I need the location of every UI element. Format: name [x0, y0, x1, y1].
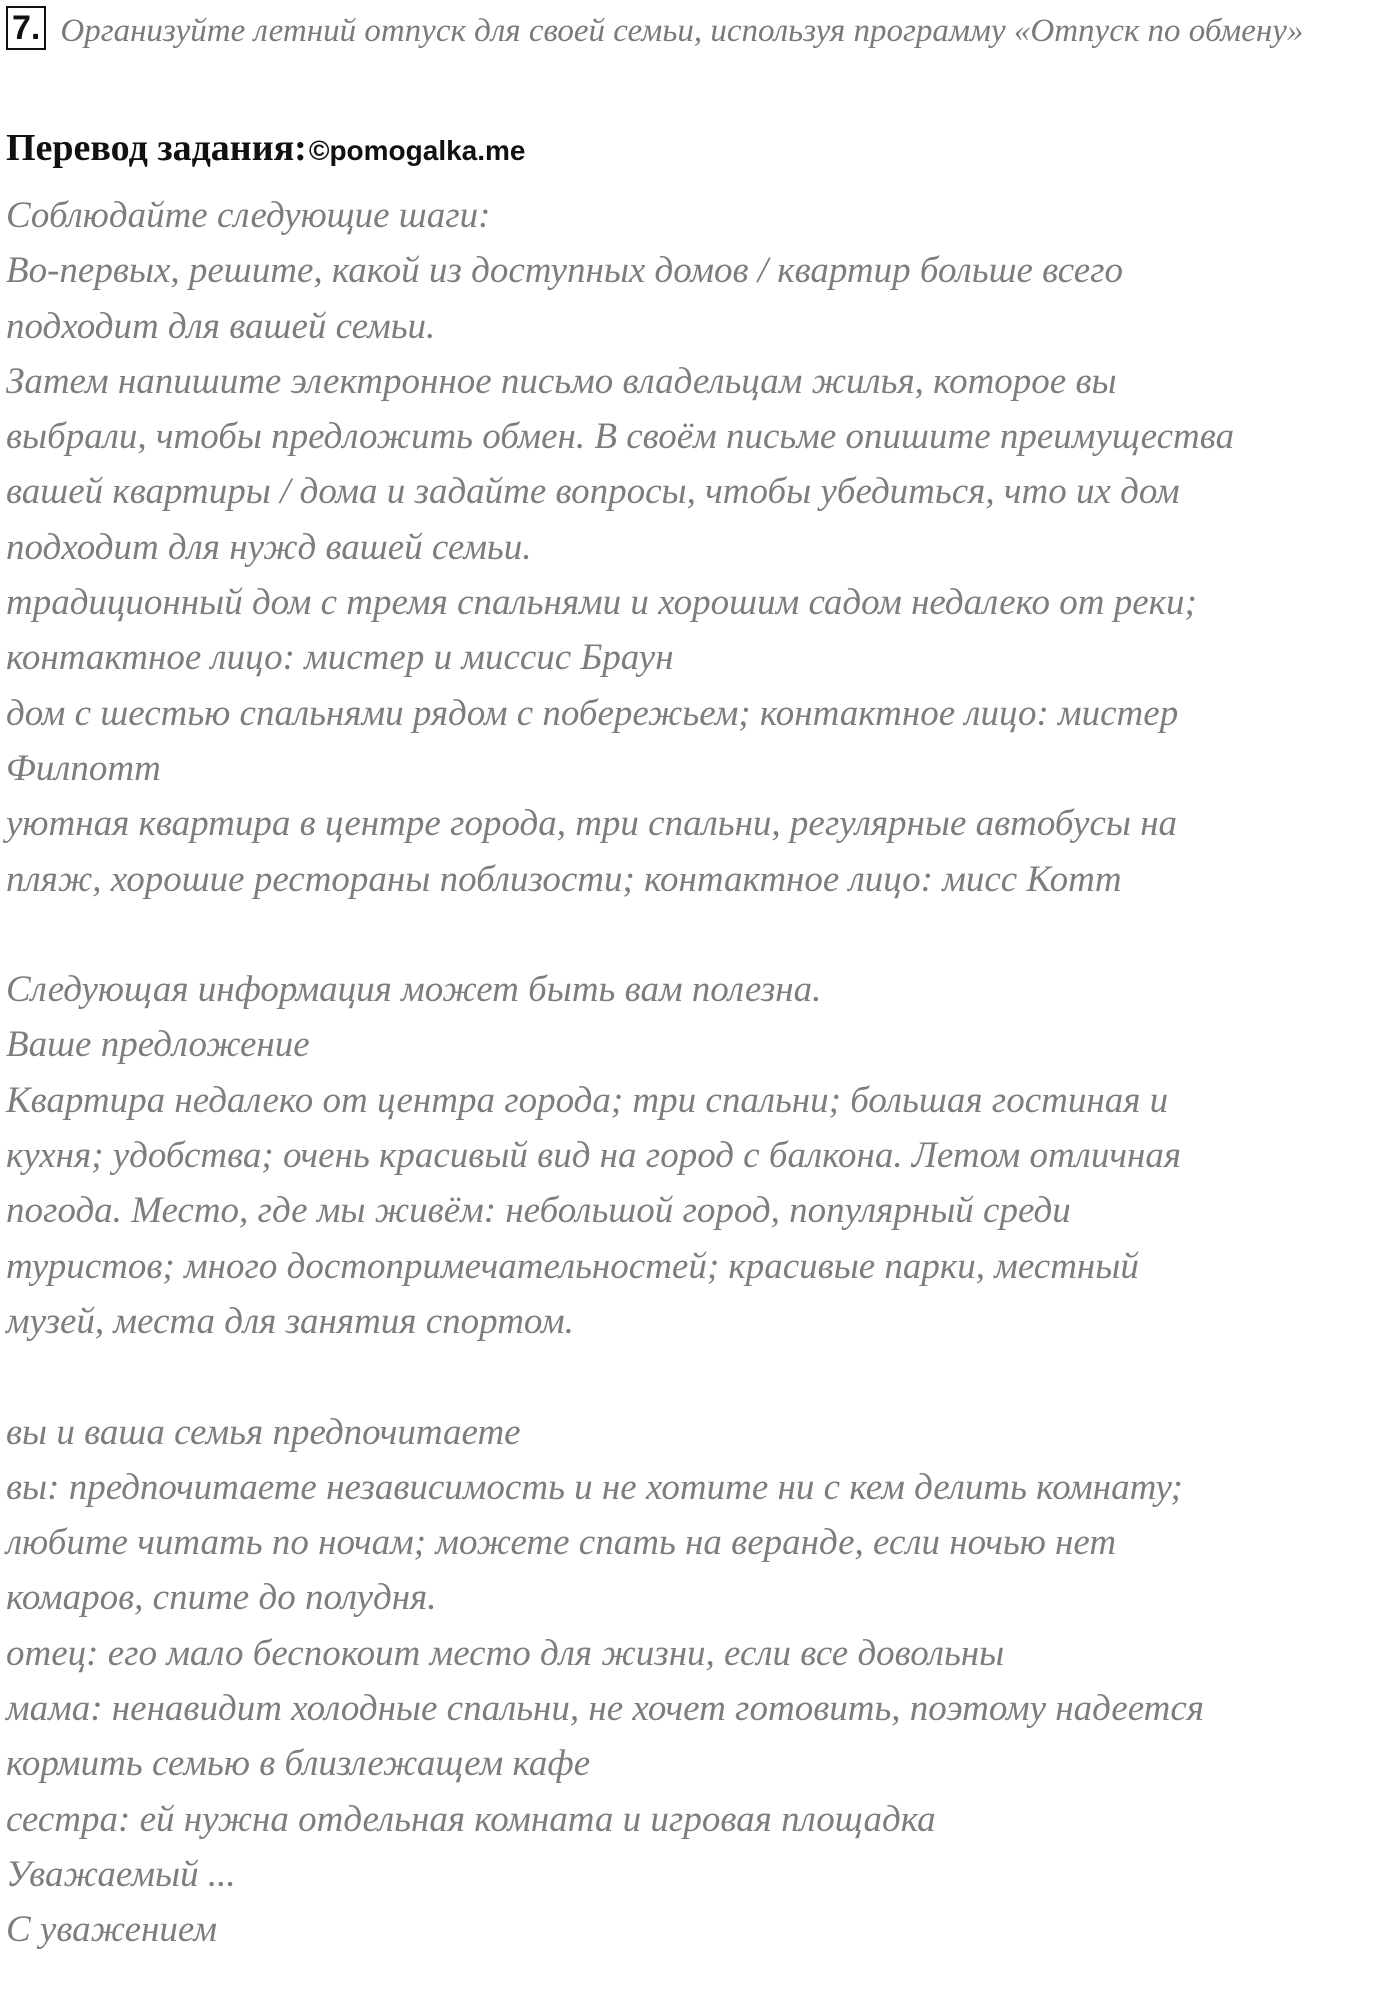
text-line: Уважаемый ... [6, 1853, 236, 1895]
text-line: мама: ненавидит холодные спальни, не хочет готовить, поэтому надеется [6, 1688, 1204, 1730]
text-line: пляж, хорошие рестораны поблизости; контактное лицо: мисс Котт [6, 858, 1122, 900]
text-line: С уважением [6, 1909, 217, 1951]
text-line: вы: предпочитаете независимость и не хотите ни с кем делить комнату; [6, 1466, 1183, 1508]
text-line: комаров, спите до полудня. [6, 1577, 437, 1619]
text-line: уютная квартира в центре города, три спальни, регулярные автобусы на [6, 803, 1178, 845]
text-line: отец: его мало беспокоит место для жизни, если все довольны [6, 1632, 1005, 1674]
text-line: туристов; много достопримечательностей; красивые парки, местный [6, 1245, 1139, 1287]
text-line: выбрали, чтобы предложить обмен. В своём письме опишите преимущества [6, 416, 1235, 458]
text-line: Квартира недалеко от центра города; три спальни; большая гостиная и [6, 1079, 1169, 1121]
text-line: контактное лицо: мистер и миссис Браун [6, 637, 674, 679]
text-line: подходит для нужд вашей семьи. [6, 526, 532, 568]
text-line: вы и ваша семья предпочитаете [6, 1411, 521, 1453]
text-line: кухня; удобства; очень красивый вид на город с балкона. Летом отличная [6, 1135, 1182, 1177]
text-line: погода. Место, где мы живём: небольшой город, популярный среди [6, 1190, 1071, 1232]
task-header [6, 6, 1396, 56]
text-line: дом с шестью спальнями рядом с побережьем; контактное лицо: мистер [6, 692, 1179, 734]
text-line: Во-первых, решите, какой из доступных домов / квартир больше всего [6, 250, 1124, 292]
text-line: вашей квартиры / дома и задайте вопросы, чтобы убедиться, что их дом [6, 471, 1180, 513]
text-line: Затем напишите электронное письмо владельцам жилья, которое вы [6, 360, 1117, 402]
blank-line [6, 907, 1400, 962]
translation-heading [6, 126, 526, 176]
site-watermark: ©pomogalka.me [308, 135, 526, 166]
text-line: сестра: ей нужна отдельная комната и игровая площадка [6, 1798, 936, 1840]
text-line: Филпотт [6, 747, 161, 789]
translation-body [6, 188, 1400, 1958]
text-line: Следующая информация может быть вам полезна. [6, 969, 822, 1011]
text-line: Ваше предложение [6, 1024, 310, 1066]
text-line: кормить семью в близлежащем кафе [6, 1743, 591, 1785]
text-line: Соблюдайте следующие шаги: [6, 195, 491, 236]
text-line: музей, места для занятия спортом. [6, 1300, 574, 1342]
text-line: традиционный дом с тремя спальнями и хорошим садом недалеко от реки; [6, 582, 1197, 624]
text-line: любите читать по ночам; можете спать на веранде, если ночью нет [6, 1522, 1117, 1564]
task-text: Организуйте летний отпуск для своей семьи, используя программу «Отпуск по обмену» [60, 13, 1304, 49]
task-number-badge: 7. [6, 6, 46, 50]
blank-line [6, 1349, 1400, 1404]
heading-title: Перевод задания: [6, 127, 307, 169]
text-line: подходит для вашей семьи. [6, 305, 436, 347]
